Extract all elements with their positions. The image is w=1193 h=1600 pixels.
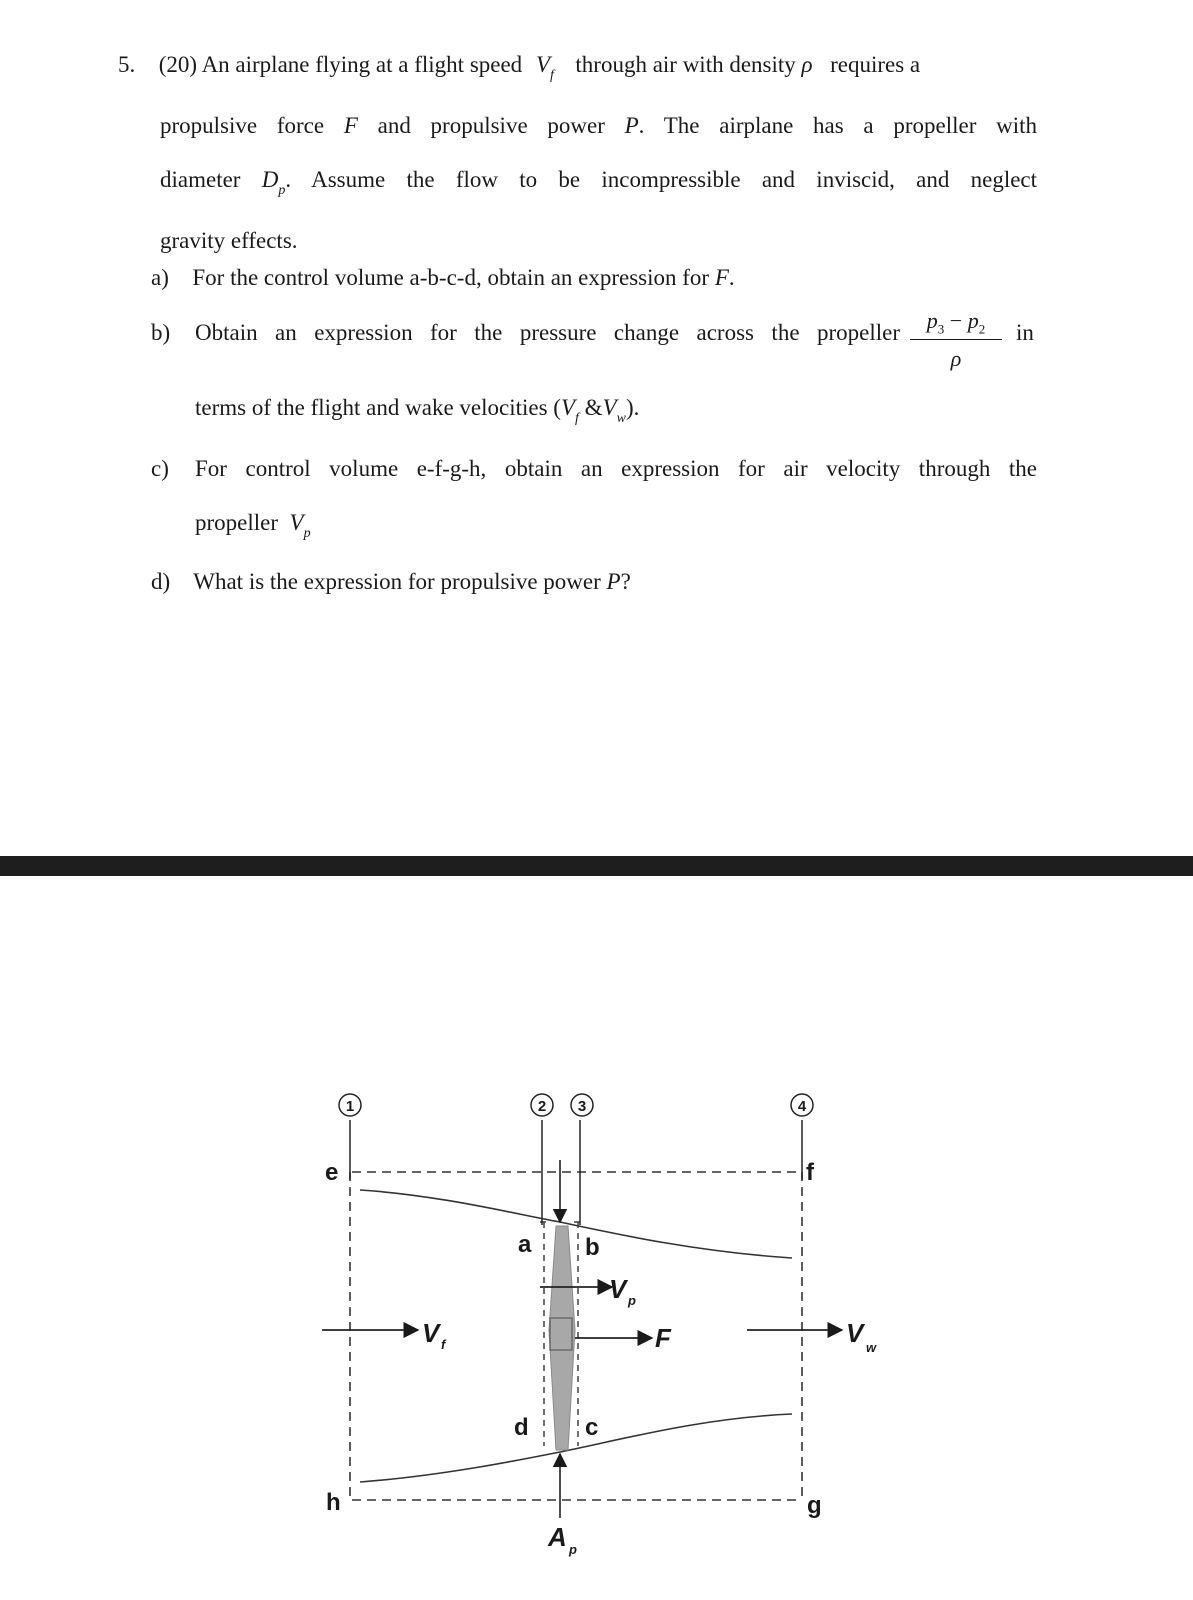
station-3-label: 3: [577, 1098, 587, 1115]
label-vp-sub: p: [628, 1293, 636, 1308]
problem-text-1a: An airplane flying at a flight speed: [201, 52, 523, 77]
symbol-f-sub: f: [550, 68, 554, 83]
part-a-text: For the control volume a-b-c-d, obtain an expression for: [192, 265, 710, 290]
part-d: d) What is the expression for propulsive power P?: [151, 569, 631, 594]
pressure-fraction-numerator: $p_3 - p_2$: [910, 308, 1002, 340]
symbol-V: V: [535, 52, 550, 77]
propeller-disk: [549, 1226, 575, 1450]
corner-g: g: [807, 1492, 822, 1519]
part-b-in: in: [1016, 320, 1034, 345]
symbol-p-sub: p: [278, 183, 286, 198]
station-markers: [339, 1094, 813, 1116]
problem-text-3b: Assume the flow to be incompressible and inviscid, and neglect: [311, 167, 1038, 192]
symbol-D: D: [261, 167, 279, 192]
part-d-label: d): [151, 569, 171, 594]
problem-text-2a: propulsive force: [160, 113, 325, 138]
corner-a: a: [518, 1231, 532, 1258]
symbol-P: P: [624, 113, 639, 138]
symbol-rho: ρ: [801, 52, 813, 77]
problem-text-1c: requires a: [830, 52, 921, 77]
problem-number: 5.: [118, 52, 136, 77]
corner-f: f: [806, 1159, 814, 1186]
problem-text-2b: and propulsive power: [377, 113, 605, 138]
station-4-label: 4: [797, 1098, 807, 1115]
corner-h: h: [326, 1489, 341, 1516]
part-a: a) For the control volume a-b-c-d, obtain an expression for F.: [151, 265, 735, 290]
label-f: F: [655, 1323, 671, 1353]
station-2-label: 2: [537, 1098, 547, 1115]
part-a-label: a): [151, 265, 169, 290]
pressure-fraction-denominator: ρ: [950, 346, 962, 372]
label-vp: V: [609, 1274, 627, 1304]
problem-points: (20): [158, 52, 198, 77]
corner-b: b: [585, 1234, 600, 1261]
part-b-label: b): [151, 320, 171, 345]
label-ap: A: [548, 1522, 567, 1552]
label-vf-sub: f: [441, 1337, 446, 1352]
streamtube-lower: [360, 1414, 792, 1482]
problem-text-3a: diameter: [160, 167, 241, 192]
problem-line-3: diameter $D_p$. Assume the flow to be incompressible and inviscid, and neglect: [160, 167, 1038, 198]
part-b-continuation: terms of the flight and wake velocities ($V_f$ $\&V_w$).: [195, 395, 640, 426]
part-c-text: For control volume e-f-g-h, obtain an expression for air velocity through the: [195, 456, 1037, 481]
corner-d: d: [514, 1414, 529, 1441]
part-d-text: What is the expression for propulsive power: [193, 569, 601, 594]
control-volume-efgh: [350, 1172, 802, 1500]
station-1-label: 1: [345, 1098, 355, 1115]
label-vf: V: [422, 1318, 440, 1348]
part-c-continuation: propeller $V_p$: [195, 510, 311, 541]
corner-c: c: [585, 1414, 599, 1441]
part-b-text: Obtain an expression for the pressure change across the propeller: [195, 320, 900, 345]
part-c-label: c): [151, 456, 169, 481]
corner-e: e: [325, 1159, 339, 1186]
problem-text-2c: . The airplane has a propeller with: [638, 113, 1038, 138]
problem-line-4: gravity effects.: [160, 228, 298, 253]
label-ap-sub: p: [569, 1542, 577, 1557]
part-a-F: F: [714, 265, 729, 290]
symbol-F: F: [343, 113, 358, 138]
problem-text-1b: through air with density: [575, 52, 796, 77]
label-vw-sub: w: [866, 1340, 877, 1355]
label-vw: V: [846, 1318, 864, 1348]
streamtube-upper: [360, 1190, 792, 1258]
